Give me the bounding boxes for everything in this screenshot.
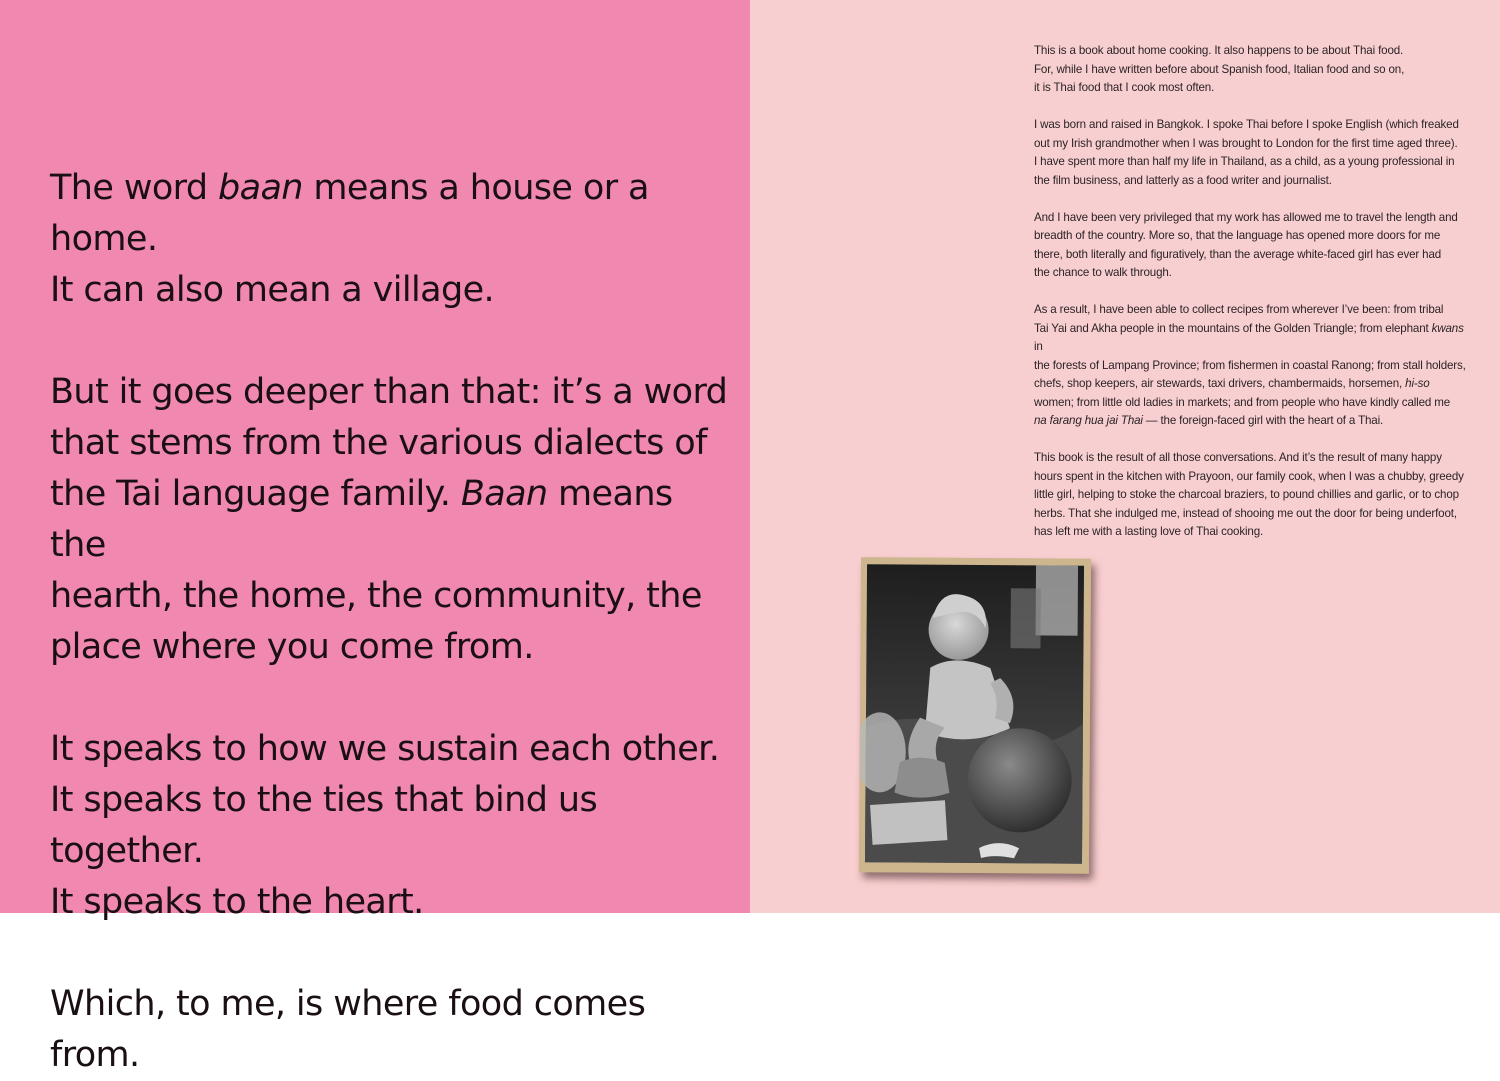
left-text: It can also mean a village. [50, 270, 495, 310]
right-line [1034, 266, 1172, 279]
right-line [1034, 414, 1383, 427]
right-line [1034, 525, 1263, 538]
right-text: the film business, and latterly as a food writer and journalist. [1034, 173, 1332, 187]
left-line [50, 474, 673, 565]
vintage-photo-icon [859, 557, 1091, 874]
right-line [1034, 451, 1442, 464]
left-text: that stems from the various dialects of [50, 423, 707, 463]
right-text: I have spent more than half my life in Thailand, as a child, as a young professional in [1034, 155, 1455, 168]
right-paragraph [1034, 209, 1474, 283]
left-line [50, 882, 424, 922]
left-text: The word [50, 168, 218, 208]
right-text: I was born and raised in Bangkok. I spoke Thai before I spoke English (which freaked [1034, 118, 1459, 131]
right-line [1034, 81, 1214, 94]
right-text: the chance to walk through. [1034, 266, 1172, 279]
right-italic-text: na farang hua jai Thai [1034, 414, 1143, 427]
right-line [1034, 507, 1457, 520]
right-line [1034, 63, 1404, 76]
right-text: in [1034, 340, 1043, 353]
left-page [0, 0, 750, 1075]
left-italic-text: Baan [460, 474, 548, 514]
left-paragraph [50, 724, 730, 928]
introduction-body-text [1034, 42, 1474, 560]
left-text: place where you come from. [50, 627, 534, 667]
right-line [1034, 155, 1454, 168]
left-line [50, 423, 707, 463]
intro-quote [50, 163, 730, 1081]
right-text: has left me with a lasting love of Thai cooking. [1034, 525, 1264, 538]
right-line [1034, 211, 1458, 224]
right-text: little girl, helping to stoke the charcoal braziers, to pound chillies and garlic, or to chop [1034, 488, 1459, 501]
right-paragraph [1034, 42, 1474, 98]
right-text: women; from little old ladies in markets; and from people who have kindly called me [1034, 395, 1451, 409]
left-text: means a house or a home. [50, 168, 649, 259]
left-line [50, 168, 649, 259]
left-text: Which, to me, is where food comes from. [50, 984, 646, 1075]
right-text: it is Thai food that I cook most often. [1034, 81, 1215, 94]
right-text: breadth of the country. More so, that the language has opened more doors for me [1034, 229, 1441, 242]
right-paragraph [1034, 449, 1474, 542]
right-italic-text: hi-so [1405, 377, 1430, 390]
right-text: hours spent in the kitchen with Prayoon, our family cook, when I was a chubby, greedy [1034, 469, 1464, 483]
left-line [50, 729, 719, 769]
left-paragraph [50, 979, 730, 1081]
left-text: It speaks to the heart. [50, 882, 424, 922]
right-line [1034, 248, 1441, 261]
right-line [1034, 359, 1466, 372]
right-text: chefs, shop keepers, air stewards, taxi drivers, chambermaids, horsemen, [1034, 377, 1406, 390]
left-line [50, 780, 597, 871]
right-line [1034, 470, 1464, 483]
right-text: This is a book about home cooking. It also happens to be about Thai food. [1034, 44, 1404, 57]
right-paragraph [1034, 301, 1474, 431]
right-text: And I have been very privileged that my work has allowed me to travel the length and [1034, 210, 1458, 224]
right-line [1034, 396, 1450, 409]
right-text: there, both literally and figuratively, than the average white-faced girl has ever had [1034, 247, 1442, 261]
left-text: It speaks to how we sustain each other. [50, 729, 720, 769]
left-paragraph [50, 163, 730, 316]
right-line [1034, 118, 1459, 131]
left-line [50, 372, 727, 412]
left-text: It speaks to the ties that bind us together. [50, 780, 598, 871]
left-line [50, 984, 645, 1075]
right-line [1034, 488, 1459, 501]
left-paragraph [50, 367, 730, 673]
right-text: — the foreign-faced girl with the heart of a Thai. [1142, 414, 1384, 427]
left-line [50, 576, 702, 616]
right-line [1034, 174, 1332, 187]
left-italic-text: baan [217, 168, 303, 208]
left-text: hearth, the home, the community, the [50, 576, 702, 616]
right-text: For, while I have written before about Spanish food, Italian food and so on, [1034, 62, 1405, 76]
right-text: This book is the result of all those conversations. And it’s the result of many happy [1034, 451, 1442, 464]
left-text: the Tai language family. [50, 474, 461, 514]
right-text: herbs. That she indulged me, instead of shooing me out the door for being underfoot, [1034, 506, 1457, 520]
right-line [1034, 303, 1443, 316]
right-line [1034, 44, 1403, 57]
right-text: out my Irish grandmother when I was brought to London for the first time aged three). [1034, 136, 1458, 150]
left-text: means the [50, 474, 673, 565]
right-paragraph [1034, 116, 1474, 190]
right-text: the forests of Lampang Province; from fishermen in coastal Ranong; from stall holders, [1034, 358, 1466, 372]
right-line [1034, 377, 1430, 390]
left-text: But it goes deeper than that: it’s a word [50, 372, 728, 412]
right-line [1034, 229, 1440, 242]
right-text: Tai Yai and Akha people in the mountains of the Golden Triangle; from elephant [1034, 321, 1432, 335]
right-line [1034, 322, 1464, 354]
right-line [1034, 137, 1458, 150]
left-line [50, 270, 494, 310]
left-line [50, 627, 534, 667]
right-italic-text: kwans [1431, 321, 1464, 335]
right-text: As a result, I have been able to collect recipes from wherever I’ve been: from tribal [1034, 303, 1444, 316]
